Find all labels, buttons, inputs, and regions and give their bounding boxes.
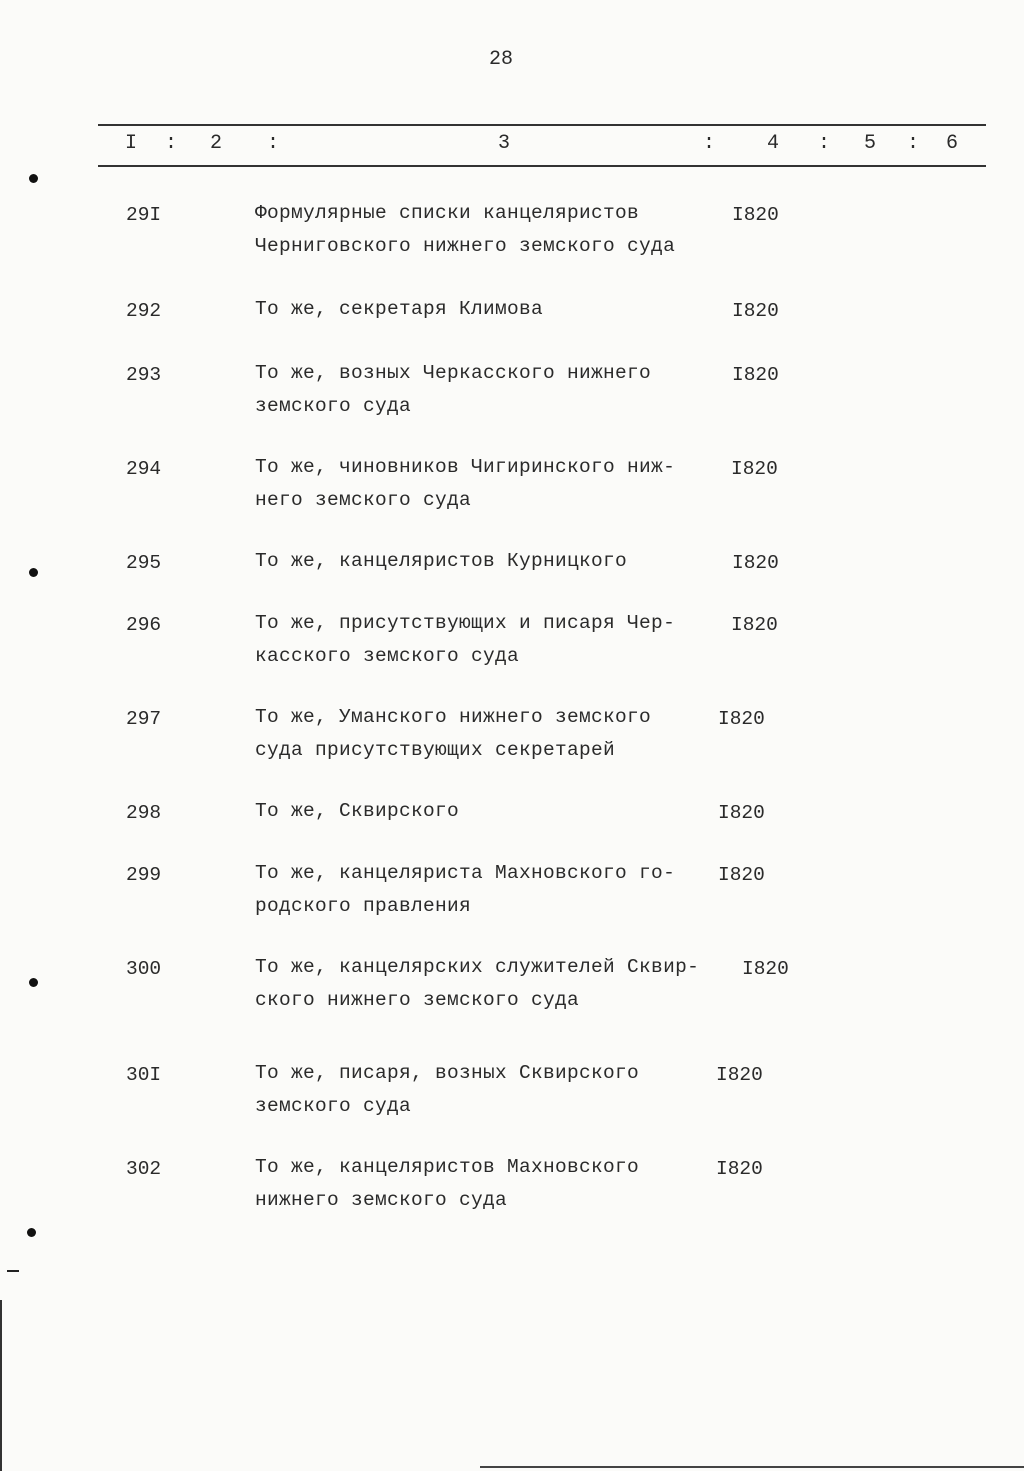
description-line: суда присутствующих секретарей	[255, 739, 616, 761]
item-description	[255, 701, 651, 767]
description-line: То же, секретаря Климова	[255, 298, 544, 320]
header-separator: :	[165, 132, 178, 155]
description-line: То же, чиновников Чигиринского ниж-	[255, 456, 676, 478]
item-number: 295	[126, 552, 162, 574]
description-line: земского суда	[255, 1095, 412, 1117]
description-line: родского правления	[255, 895, 472, 917]
description-line: То же, канцелярских служителей Сквир-	[255, 956, 700, 978]
description-line: То же, писаря, возных Сквирского	[255, 1062, 640, 1084]
item-number: 30I	[126, 1064, 162, 1086]
item-number: 296	[126, 614, 162, 636]
item-number: 297	[126, 708, 162, 730]
page-edge-line	[0, 1300, 2, 1471]
description-line: Черниговского нижнего земского суда	[255, 235, 676, 257]
header-col-6: 6	[946, 132, 959, 155]
header-col-4: 4	[767, 132, 780, 155]
description-line: То же, канцеляристов Махновского	[255, 1156, 640, 1178]
item-description	[255, 795, 459, 828]
binding-hole-mark	[29, 568, 38, 577]
item-year: I820	[716, 1158, 763, 1180]
item-year: I820	[718, 708, 765, 730]
item-year: I820	[731, 614, 778, 636]
header-separator: :	[818, 132, 831, 155]
item-number: 294	[126, 458, 162, 480]
description-line: нижнего земского суда	[255, 1189, 508, 1211]
header-col-2: 2	[210, 132, 223, 155]
item-year: I820	[731, 458, 778, 480]
page-bottom-edge	[480, 1466, 1024, 1468]
description-line: земского суда	[255, 395, 412, 417]
item-year: I820	[732, 364, 779, 386]
description-line: То же, присутствующих и писаря Чер-	[255, 612, 676, 634]
description-line: То же, возных Черкасского нижнего	[255, 362, 652, 384]
item-year: I820	[718, 864, 765, 886]
item-number: 29I	[126, 204, 162, 226]
header-separator: :	[267, 132, 280, 155]
description-line: То же, канцеляристов Курницкого	[255, 550, 628, 572]
item-number: 300	[126, 958, 162, 980]
table-header-bottom-rule	[98, 165, 986, 167]
description-line: касского земского суда	[255, 645, 520, 667]
description-line: То же, Уманского нижнего земского	[255, 706, 652, 728]
binding-hole-mark	[29, 174, 38, 183]
item-number: 298	[126, 802, 162, 824]
item-description	[255, 293, 543, 326]
item-year: I820	[732, 204, 779, 226]
binding-hole-mark	[27, 1228, 36, 1237]
header-col-5: 5	[864, 132, 877, 155]
item-description	[255, 1057, 639, 1123]
item-year: I820	[732, 300, 779, 322]
table-header-top-rule	[98, 124, 986, 126]
page-number: 28	[489, 48, 514, 71]
description-line: него земского суда	[255, 489, 472, 511]
description-line: То же, канцеляриста Махновского го-	[255, 862, 676, 884]
item-number: 299	[126, 864, 162, 886]
margin-mark	[7, 1270, 19, 1272]
item-description	[255, 857, 675, 923]
item-year: I820	[732, 552, 779, 574]
description-line: То же, Сквирского	[255, 800, 460, 822]
description-line: Формулярные списки канцеляристов	[255, 202, 640, 224]
item-number: 302	[126, 1158, 162, 1180]
header-col-1: I	[125, 132, 138, 155]
item-description	[255, 451, 675, 517]
binding-hole-mark	[29, 978, 38, 987]
item-year: I820	[742, 958, 789, 980]
header-separator: :	[907, 132, 920, 155]
header-col-3: 3	[498, 132, 511, 155]
item-description	[255, 951, 699, 1017]
item-year: I820	[716, 1064, 763, 1086]
item-description	[255, 545, 627, 578]
header-separator: :	[703, 132, 716, 155]
item-description	[255, 607, 675, 673]
description-line: ского нижнего земского суда	[255, 989, 580, 1011]
item-description	[255, 357, 651, 423]
item-description	[255, 197, 675, 263]
item-year: I820	[718, 802, 765, 824]
item-number: 292	[126, 300, 162, 322]
item-number: 293	[126, 364, 162, 386]
item-description	[255, 1151, 639, 1217]
